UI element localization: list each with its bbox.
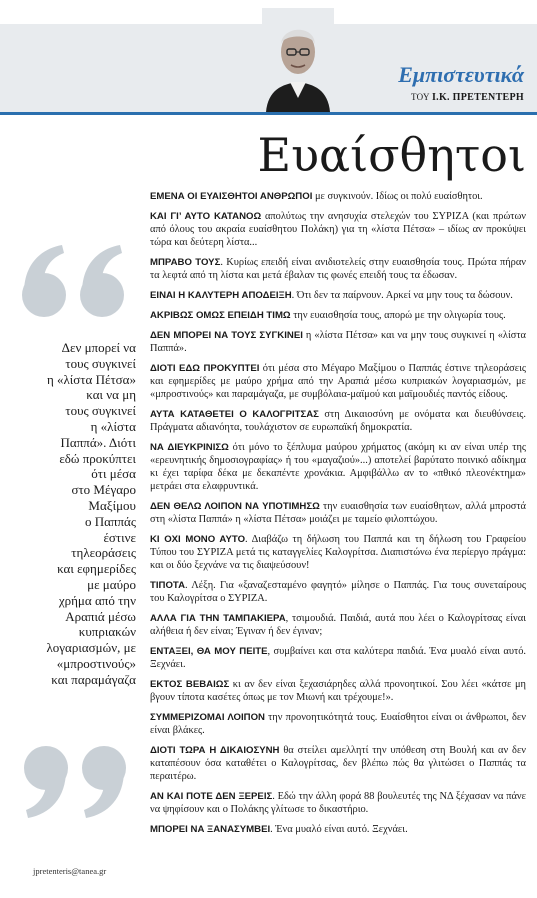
paragraph [150, 441, 526, 493]
paragraph-text: απολύτως την ανησυχία στελεχών του ΣΥΡΙΖΑ (και πρώτων από όλους του ακραία ευαίσθητου Πολάκη) για τη «λίστα Πέτσα» – ιδίως αν προκύψει τώρα και δεύτερη λίστα... [150, 211, 526, 248]
author-portrait [262, 8, 334, 112]
paragraph [150, 408, 526, 434]
pull-quote-line: και να μη [86, 387, 136, 403]
paragraph-text: με συγκινούν. Ιδίως οι πολύ ευαίσθητοι. [312, 191, 483, 202]
paragraph-text: θα στείλει αμελλητί την υπόθεση στη Βουλή και αν δεν καταπέσουν όσα καταθέτει ο Καλογρίτσας, δεν βλέπω πώς θα γλιτώσει ο Παππάς τα περαιτέρω. [150, 745, 526, 782]
pull-quote [8, 340, 136, 688]
pull-quote-line: εδώ προκύπτει [59, 450, 136, 466]
column-title: Εμπιστευτικά [398, 62, 524, 87]
pull-quote-line: στο Μέγαρο [71, 482, 136, 498]
pull-quote-line: και παραμάγαζα [51, 671, 136, 687]
paragraph [150, 309, 526, 322]
pull-quote-line: Αραπιά μέσω [65, 608, 136, 624]
paragraph [150, 579, 526, 605]
pull-quote-line: τους συγκινεί [65, 355, 136, 371]
close-quote-icon [14, 740, 134, 820]
pull-quote-line: κυπριακών [78, 624, 136, 640]
pull-quote-line: με μαύρο [87, 576, 136, 592]
pull-quote-line: η «λίστα [90, 418, 136, 434]
paragraph-lead: ΔΕΝ ΜΠΟΡΕΙ ΝΑ ΤΟΥΣ ΣΥΓΚΙΝΕΙ [150, 330, 303, 341]
byline [334, 92, 524, 103]
paragraph-lead: ΣΥΜΜΕΡΙΖΟΜΑΙ ΛΟΙΠΟΝ [150, 712, 265, 723]
paragraph-text: στη Δικαιοσύνη με ονόματα και διευθύνσεις. Πράγματα αδιανόητα, τουλάχιστον σε ευρωπαϊκή δημοκρατία. [150, 409, 526, 433]
byline-prefix: ΤΟΥ [410, 92, 430, 102]
paragraph-text: , συμβαίνει και στα καλύτερα παιδιά. Ένα μυαλό είναι αυτό. Ξεχνάει. [150, 646, 526, 670]
paragraph-text: . Λέξη. Για «ξαναζεσταμένο φαγητό» μίλησε ο Παππάς. Για τους συνεταίρους του Καλογρίτσα ο ΣΥΡΙΖΑ. [150, 580, 526, 604]
pull-quote-line: Παππά». Διότι [60, 434, 136, 450]
paragraph-lead: ΔΙΟΤΙ ΕΔΩ ΠΡΟΚΥΠΤΕΙ [150, 363, 260, 374]
paragraph [150, 190, 526, 203]
paragraph-text: . Ένα μυαλό είναι αυτό. Ξεχνάει. [270, 824, 408, 835]
paragraph-lead: ΕΜΕΝΑ ΟΙ ΕΥΑΙΣΘΗΤΟΙ ΑΝΘΡΩΠΟΙ [150, 191, 313, 202]
paragraph-lead: ΤΙΠΟΤΑ [150, 580, 185, 591]
pull-quote-line: Μαξίμου [88, 497, 136, 513]
article-body [150, 190, 526, 843]
paragraph [150, 711, 526, 737]
paragraph-text: ότι μόνο το ξέπλυμα μαύρου χρήματος (ακόμη κι αν είναι υπέρ της «ερευνητικής δημοσιογραφίας» ή του «μαγαζιού»...) αποτελεί βαρύτατο ποινικό αδίκημα κι έχει ταρίφα δέκα με δεκαπέντε χρονάκια. Αμφιβάλλω αν το «πθικό πλεονέκτημα» μετράει στα ελαφρυντικά. [150, 442, 526, 492]
pull-quote-line: τηλεοράσεις [71, 545, 136, 561]
paragraph-text: . Διαβάζω τη δήλωση του Παππά και τη δήλωση του Γραφείου Τύπου του ΣΥΡΙΖΑ μετά τις καταγγελίες Καλογρίτσα. Διαπιστώνω ένα περίεργο πράγμα: και οι δύο ξεχνάνε να τις διαψεύσουν! [150, 534, 526, 571]
header-divider [0, 112, 537, 115]
paragraph [150, 362, 526, 401]
paragraph [150, 500, 526, 526]
paragraph-lead: ΑΝ ΚΑΙ ΠΟΤΕ ΔΕΝ ΞΕΡΕΙΣ [150, 791, 273, 802]
pull-quote-line: τους συγκινεί [65, 403, 136, 419]
paragraph [150, 744, 526, 783]
paragraph [150, 823, 526, 836]
paragraph-text: την προνοητικότητά τους. Ευαίσθητοι είναι οι άνθρωποι, δεν είναι βλάκες. [150, 712, 526, 736]
paragraph-text: . Εδώ την άλλη φορά 88 βουλευτές της ΝΔ ξέχασαν να πάνε να ψηφίσουν και ο Πολάκης γλίτωσε το δικαστήριο. [150, 791, 526, 815]
paragraph-text: την ευαισθησία τους, απορώ με την ολιγωρία τους. [290, 310, 506, 321]
paragraph-lead: ΔΕΝ ΘΕΛΩ ΛΟΙΠΟΝ ΝΑ ΥΠΟΤΙΜΗΣΩ [150, 501, 320, 512]
paragraph-lead: ΑΚΡΙΒΩΣ ΟΜΩΣ ΕΠΕΙΔΗ ΤΙΜΩ [150, 310, 291, 321]
paragraph [150, 678, 526, 704]
paragraph-text: . Ότι δεν τα παίρνουν. Αρκεί να μην τους τα δώσουν. [291, 290, 513, 301]
paragraph [150, 329, 526, 355]
paragraph-text: κι αν δεν είναι ξεχασιάρηδες αλλά προνοητικοί. Σου λέει «κάτσε μη βγουν τίποτα κασέτες όπως με τον Μιωνή και τρέχουμε!». [150, 679, 526, 703]
pull-quote-line: έστινε [103, 529, 136, 545]
paragraph [150, 533, 526, 572]
paragraph-lead: ΜΠΡΑΒΟ ΤΟΥΣ [150, 257, 221, 268]
paragraph-lead: ΕΙΝΑΙ Η ΚΑΛΥΤΕΡΗ ΑΠΟΔΕΙΞΗ [150, 290, 292, 301]
byline-author: Ι.Κ. ΠΡΕΤΕΝΤΕΡΗ [431, 92, 524, 103]
pull-quote-line: Δεν μπορεί να [61, 340, 136, 355]
paragraph-text: η «λίστα Πέτσα» και να μην τους συγκινεί η «λίστα Παππά». [150, 330, 526, 354]
paragraph-lead: ΑΛΛΑ ΓΙΑ ΤΗΝ ΤΑΜΠΑΚΙΕΡΑ [150, 613, 286, 624]
paragraph-lead: ΑΥΤΑ ΚΑΤΑΘΕΤΕΙ Ο ΚΑΛΟΓΡΙΤΣΑΣ [150, 409, 319, 420]
open-quote-icon [14, 243, 134, 323]
headline: Ευαίσθητοι [257, 128, 526, 182]
paragraph [150, 790, 526, 816]
paragraph-text: την ευαισθησία των ευαίσθητων, αλλά μπροστά στη «λίστα Παππά» η «λίστα Πέτσα» μοιάζει με ταμείο φιλοπτώχου. [150, 501, 526, 525]
pull-quote-line: και εφημερίδες [57, 561, 136, 577]
paragraph-lead: ΕΚΤΟΣ ΒΕΒΑΙΩΣ [150, 679, 230, 690]
author-email: jpretenteris@tanea.gr [33, 866, 107, 876]
pull-quote-line: λογαριασμών, με [46, 640, 136, 656]
pull-quote-line: χρήμα από την [58, 592, 136, 608]
pull-quote-line: «μπροστινούς» [56, 655, 136, 671]
pull-quote-line: η «λίστα Πέτσα» [46, 371, 136, 387]
paragraph-lead: ΚΙ ΟΧΙ ΜΟΝΟ ΑΥΤΟ [150, 534, 246, 545]
pull-quote-line: ότι μέσα [91, 466, 136, 482]
paragraph-lead: ΕΝΤΑΞΕΙ, ΘΑ ΜΟΥ ΠΕΙΤΕ [150, 646, 268, 657]
paragraph-text: . Κυρίως επειδή είναι ανιδιοτελείς στην ευαισθησία τους. Πρώτα πήραν τα λεφτά από τη λίστα και μετά έβαλαν τις φωνές επειδή τους τα έδωσαν. [150, 257, 526, 281]
paragraph-text: , τσιμουδιά. Παιδιά, αυτά που λέει ο Καλογρίτσας είναι αλήθεια ή δεν είναι; Έγιναν ή δεν έγιναν; [150, 613, 526, 637]
paragraph-lead: ΚΑΙ ΓΙ’ ΑΥΤΟ ΚΑΤΑΝΟΩ [150, 211, 262, 222]
paragraph-lead: ΔΙΟΤΙ ΤΩΡΑ Η ΔΙΚΑΙΟΣΥΝΗ [150, 745, 280, 756]
paragraph-lead: ΝΑ ΔΙΕΥΚΡΙΝΙΣΩ [150, 442, 229, 453]
paragraph [150, 256, 526, 282]
pull-quote-line: ο Παππάς [84, 513, 136, 529]
paragraph [150, 645, 526, 671]
paragraph [150, 612, 526, 638]
paragraph [150, 289, 526, 302]
paragraph-text: ότι μέσα στο Μέγαρο Μαξίμου ο Παππάς έστινε τηλεοράσεις και εφημερίδες με μαύρο χρήμα από την Αραπιά μέσω κυπριακών λογαριασμών, με «μπροστινούς» και παραμάγαζα, με συμβόλαια-μαϊμού και μαϊμουδιές παντός είδους. [150, 363, 526, 400]
paragraph [150, 210, 526, 249]
paragraph-lead: ΜΠΟΡΕΙ ΝΑ ΞΑΝΑΣΥΜΒΕΙ [150, 824, 271, 835]
